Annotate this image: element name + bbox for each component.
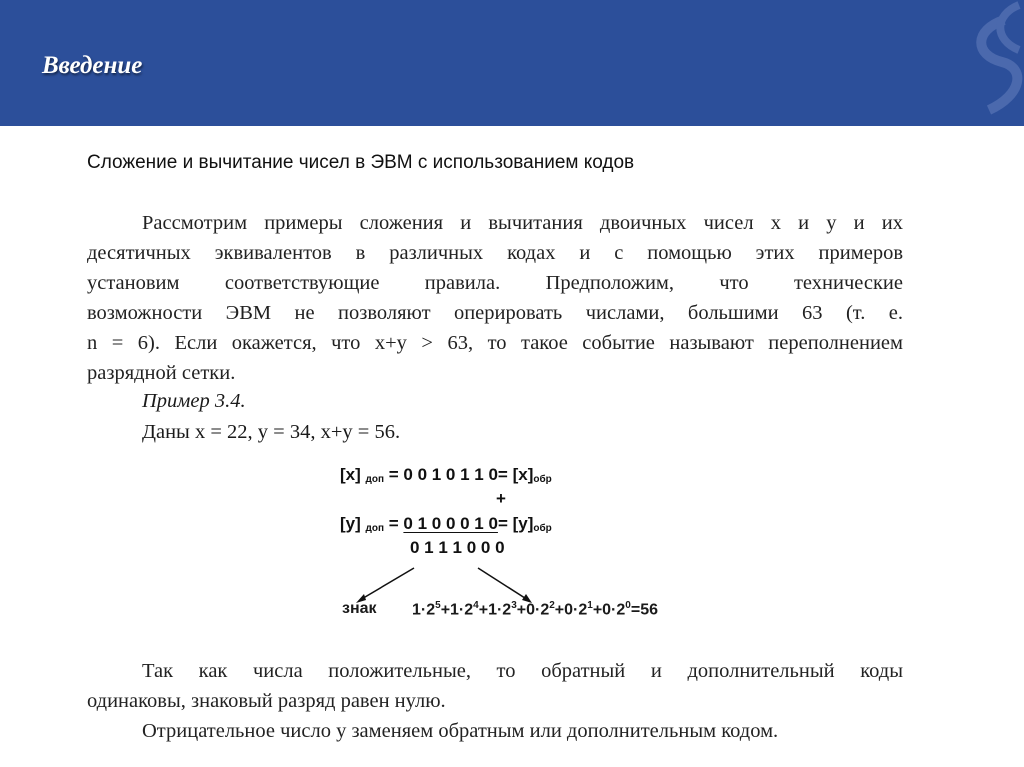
y-code-line	[340, 514, 552, 534]
x-rhs: = [x]	[497, 465, 534, 484]
para-line: установим соответствующие правила. Предположим, что технические	[87, 272, 903, 294]
expr-part: +0·2	[516, 601, 550, 619]
para-line: разрядной сетки.	[87, 362, 236, 384]
obr-subscript: обр	[533, 474, 552, 485]
y-code-label: [y]	[340, 514, 361, 533]
y-rhs: = [y]	[497, 514, 534, 533]
y-bits: 0 1 0 0 0 1 0	[403, 514, 498, 533]
para-line: одинаковы, знаковый разряд равен нулю.	[87, 690, 446, 712]
x-bits: = 0 0 1 0 1 1 0	[388, 465, 498, 484]
expr-exp: 3	[511, 600, 517, 611]
expr-exp: 0	[625, 600, 631, 611]
x-code-label: [x]	[340, 465, 361, 484]
para-line: Рассмотрим примеры сложения и вычитания двоичных чисел x и y и их	[142, 212, 903, 234]
slide-title: Введение	[42, 52, 143, 79]
dop-subscript: доп	[365, 474, 385, 485]
example-label: Пример 3.4.	[142, 390, 246, 412]
logo-watermark-icon	[964, 0, 1024, 126]
expr-part: 1·2	[412, 601, 436, 619]
para-line: Так как числа положительные, то обратный и дополнительный коды	[142, 660, 903, 682]
slide-header	[0, 0, 1024, 126]
value-arrow	[478, 568, 528, 600]
expr-part: +1·2	[440, 601, 474, 619]
sign-label: знак	[342, 600, 377, 617]
intro-paragraph	[87, 208, 903, 388]
expr-part: =56	[630, 601, 658, 619]
decimal-expression	[412, 600, 658, 619]
expr-exp: 4	[473, 600, 479, 611]
expr-part: +0·2	[554, 601, 588, 619]
sign-arrow	[360, 568, 414, 600]
expr-exp: 2	[549, 600, 555, 611]
para-line: n = 6). Если окажется, что x+y > 63, то такое событие называют переполнением	[87, 332, 903, 354]
obr-subscript: обр	[533, 523, 552, 534]
expr-part: +0·2	[592, 601, 626, 619]
para-line: возможности ЭВМ не позволяют оперировать числами, большими 63 (т. е.	[87, 302, 903, 324]
para-line: десятичных эквивалентов в различных кодах и с помощью этих примеров	[87, 242, 903, 264]
expr-part: +1·2	[478, 601, 512, 619]
x-code-line	[340, 465, 552, 485]
example-given: Даны x = 22, y = 34, x+y = 56.	[142, 421, 401, 443]
expr-exp: 1	[587, 600, 593, 611]
plus-sign: +	[496, 489, 506, 508]
final-line: Отрицательное число y заменяем обратным или дополнительным кодом.	[142, 720, 779, 742]
eq-sign: =	[388, 514, 404, 533]
slide-subtitle: Сложение и вычитание чисел в ЭВМ с использованием кодов	[87, 152, 635, 173]
expr-exp: 5	[435, 600, 441, 611]
conclusion-paragraph	[87, 656, 903, 716]
sum-bits: 0 1 1 1 0 0 0	[410, 538, 505, 557]
dop-subscript: доп	[365, 523, 385, 534]
